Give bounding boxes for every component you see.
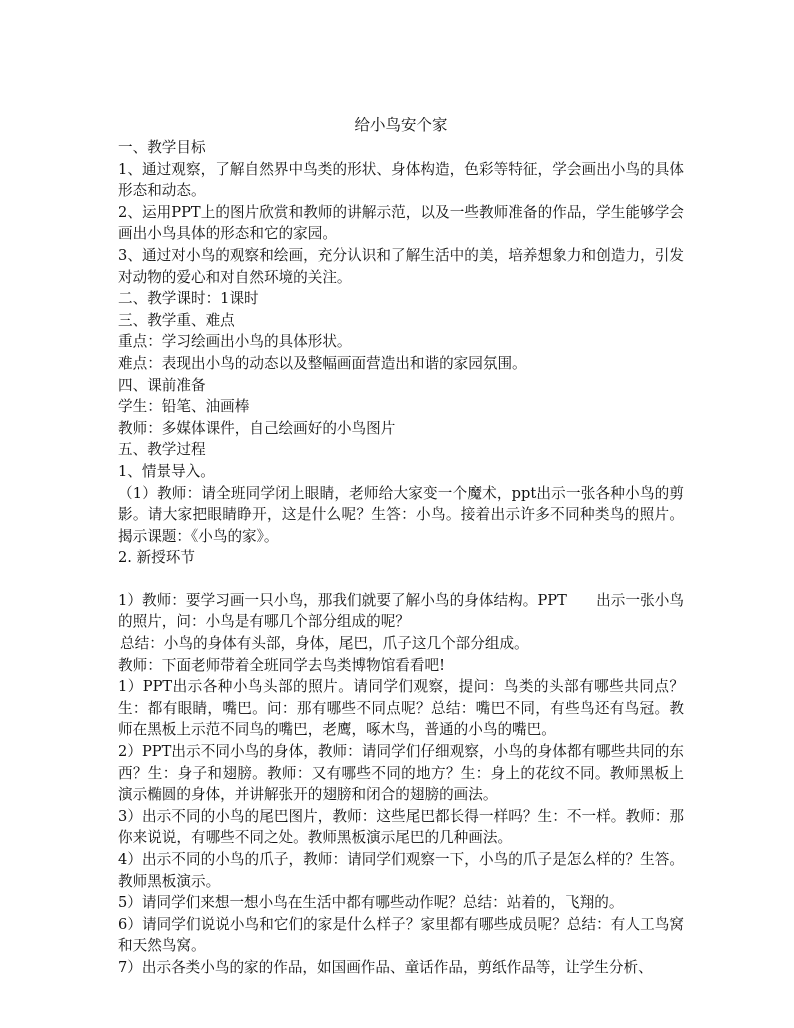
museum-visit: 教师：下面老师带着全班同学去鸟类博物馆看看吧! — [118, 656, 445, 674]
detail-actions: 5）请同学们来想一想小鸟在生活中都有哪些动作呢？总结：站着的，飞翔的。 — [118, 894, 624, 912]
detail-body: 2）PPT出示不同小鸟的身体，教师：请同学们仔细观察，小鸟的身体都有哪些共同的东西？生：身子和翅膀。教师：又有哪些不同的地方？生：身上的花纹不同。教师黑板上演示椭圆的身体，并讲解张开的翅膀和闭合的翅膀的画法。 — [118, 743, 684, 804]
section-heading-process: 五、教学过程 — [118, 441, 206, 459]
step-intro-heading: 1、情景导入。 — [118, 462, 215, 480]
difficult-point: 难点：表现出小鸟的动态以及整幅画面营造出和谐的家园氛围。 — [118, 354, 527, 372]
step-new-heading: 2. 新授环节 — [118, 549, 195, 567]
detail-tail: 3）出示不同的小鸟的尾巴图片，教师：这些尾巴都长得一样吗？生：不一样。教师：那你来说说，有哪些不同之处。教师黑板演示尾巴的几种画法。 — [118, 807, 684, 847]
step-intro-text: （1）教师：请全班同学闭上眼睛，老师给大家变一个魔术，ppt出示一张各种小鸟的剪影。请大家把眼睛睁开，这是什么呢？生答：小鸟。接着出示许多不同种类鸟的照片。揭示课题：《小鸟的家》。 — [118, 484, 684, 545]
detail-head: 1）PPT出示各种小鸟头部的照片。请同学们观察，提问：鸟类的头部有哪些共同点？生：都有眼睛，嘴巴。问：那有哪些不同点呢？总结：嘴巴不同，有些鸟还有鸟冠。教师在黑板上示范不同鸟的嘴巴，老鹰，啄木鸟，普通的小鸟的嘴巴。 — [118, 678, 684, 739]
section-heading-objectives: 一、教学目标 — [118, 139, 206, 156]
section-heading-key-points: 三、教学重、难点 — [118, 311, 235, 329]
new-step-1: 1）教师：要学习画一只小鸟，那我们就要了解小鸟的身体结构。PPT 出示一张小鸟的照片，问：小鸟是有哪几个部分组成的呢？ — [118, 591, 684, 631]
objective-1: 1、通过观察，了解自然界中鸟类的形状、身体构造，色彩等特征，学会画出小鸟的具体形态和动态。 — [118, 160, 684, 200]
student-materials: 学生：铅笔、油画棒 — [118, 398, 250, 416]
detail-claws: 4）出示不同的小鸟的爪子，教师：请同学们观察一下，小鸟的爪子是怎么样的？生答。教师黑板演示。 — [118, 851, 684, 890]
summary-body-parts: 总结：小鸟的身体有头部，身体，尾巴，爪子这几个部分组成。 — [120, 635, 529, 653]
blank-line — [118, 569, 684, 590]
teacher-materials: 教师：多媒体课件，自己绘画好的小鸟图片 — [118, 419, 396, 437]
objective-2: 2、运用PPT上的图片欣赏和教师的讲解示范，以及一些教师准备的作品，学生能够学会画出小鸟具体的形态和它的家园。 — [118, 203, 684, 243]
document-page — [118, 113, 684, 979]
objective-3: 3、通过对小鸟的观察和绘画，充分认识和了解生活中的美，培养想象力和创造力，引发对动物的爱心和对自然环境的关注。 — [118, 246, 684, 286]
detail-works: 7）出示各类小鸟的家的作品，如国画作品、童话作品，剪纸作品等，让学生分析、 — [118, 958, 653, 976]
detail-home: 6）请同学们说说小鸟和它们的家是什么样子？家里都有哪些成员呢？总结：有人工鸟窝和天然鸟窝。 — [118, 915, 684, 955]
key-point: 重点：学习绘画出小鸟的具体形状。 — [118, 333, 352, 351]
section-heading-preparation: 四、课前准备 — [118, 376, 206, 394]
document-title: 给小鸟安个家 — [354, 116, 448, 134]
section-heading-hours: 二、教学课时：1课时 — [118, 290, 259, 308]
